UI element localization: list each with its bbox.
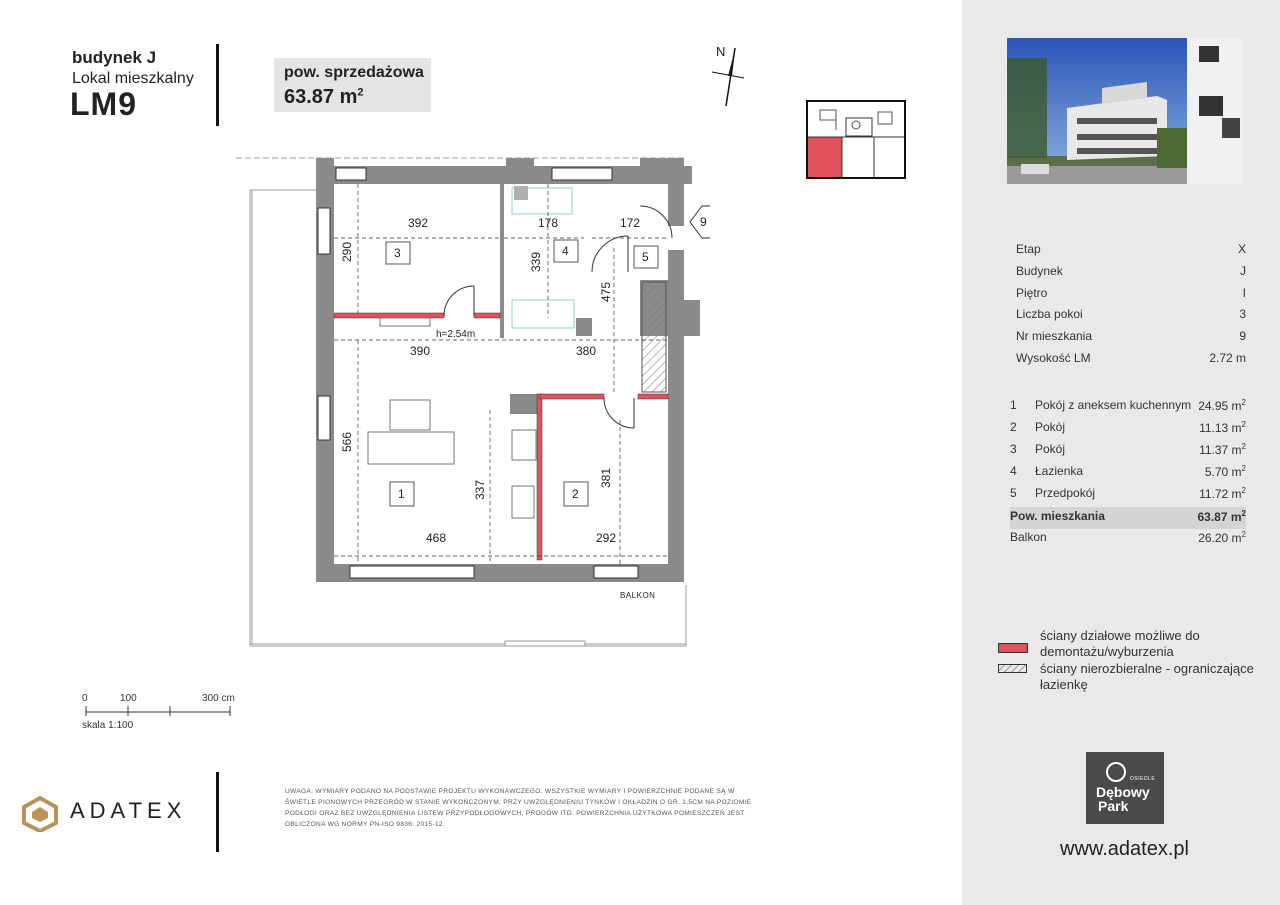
estate-small-label: OSIEDLE bbox=[1130, 776, 1156, 782]
room-number-3: 3 bbox=[394, 246, 401, 260]
unit-code: LM9 bbox=[70, 86, 137, 122]
north-arrow-icon bbox=[700, 40, 750, 110]
sales-area-value: 63.87 $m^2$ bbox=[284, 86, 364, 108]
building-photo bbox=[1007, 38, 1242, 184]
scale-label: skala 1:100 bbox=[82, 720, 134, 731]
building-label: budynek J bbox=[72, 48, 157, 67]
info-row-floor: Piętro I bbox=[1016, 286, 1246, 300]
sales-area-label: pow. sprzedażowa bbox=[284, 64, 424, 81]
info-row-building: Budynek J bbox=[1016, 264, 1246, 278]
room-number-2: 2 bbox=[572, 487, 579, 501]
scale-tick-300: 300 cm bbox=[202, 693, 235, 704]
dim-292: 292 bbox=[596, 531, 617, 545]
removable-walls bbox=[334, 313, 668, 560]
key-plan-thumbnail bbox=[806, 100, 906, 180]
furniture bbox=[368, 186, 574, 518]
room-row: 2 Pokój 11.13 $m^2$ bbox=[1010, 420, 1246, 435]
legend-fixed-swatch bbox=[998, 664, 1028, 674]
dimension-labels bbox=[340, 216, 655, 600]
sales-area-box bbox=[274, 58, 431, 112]
oak-tree-icon bbox=[1106, 762, 1126, 782]
debowy-park-logo-icon bbox=[1086, 752, 1164, 824]
adatex-logo-icon bbox=[20, 796, 60, 832]
dim-337: 337 bbox=[473, 479, 487, 500]
dim-566: 566 bbox=[340, 431, 354, 452]
estate-name-line2: Park bbox=[1098, 798, 1129, 814]
dim-178: 178 bbox=[538, 216, 559, 230]
dim-392: 392 bbox=[408, 216, 429, 230]
dim-381: 381 bbox=[599, 467, 613, 488]
balcony-label: BALKON bbox=[620, 591, 656, 600]
adatex-brand-name: ADATEX bbox=[70, 798, 187, 823]
website-link[interactable]: www.adatex.pl bbox=[1060, 838, 1189, 860]
room-number-5: 5 bbox=[642, 250, 649, 264]
legend-removable-text: ściany działowe możliwe do demontażu/wyburzenia bbox=[1040, 628, 1200, 659]
dim-475: 475 bbox=[599, 281, 613, 302]
dim-290: 290 bbox=[340, 241, 354, 262]
header-divider bbox=[216, 44, 219, 126]
disclaimer-note: UWAGA: WYMIARY PODANO NA PODSTAWIE PROJEKTU WYKONAWCZEGO. WSZYSTKIE WYMIARY I POWIERZCHNIE PODANE SĄ W ŚWIETLE PIONOWYCH PRZEGRÓD W STANIE WYKOŃCZONYM, PRZY UWZGLĘDNIENIU TYNKÓW I OKŁADZIN O GR. 1,5CM NA POZIOMIE PODŁOGI ORAZ BEZ UWZGLĘDNIENIA LISTEW PRZYPODŁOGOWYCH, PROGÓW ITD. POWIERZCHNIA UŻYTKOWA POMIESZCZEŃ JEST OBLICZONA WG NORMY PN-ISO 9836: 2015-12. bbox=[285, 788, 752, 828]
room-row: 5 Przedpokój 11.72 $m^2$ bbox=[1010, 486, 1246, 501]
footer-divider bbox=[216, 772, 219, 852]
flat-area-row: Pow. mieszkania 63.87 $m^2$ bbox=[1010, 507, 1246, 529]
dim-380: 380 bbox=[576, 344, 597, 358]
legend-fixed-text: ściany nierozbieralne - ograniczające łazienkę bbox=[1040, 661, 1254, 692]
exterior-wall-stub bbox=[684, 300, 700, 336]
scale-tick-100: 100 bbox=[120, 693, 137, 704]
room-numbers bbox=[386, 240, 658, 506]
entry-number: 9 bbox=[700, 215, 707, 229]
height-note: h=2.54m bbox=[436, 329, 476, 340]
north-label: N bbox=[716, 44, 726, 59]
dim-468: 468 bbox=[426, 531, 447, 545]
dim-172: 172 bbox=[620, 216, 641, 230]
dim-339: 339 bbox=[529, 251, 543, 272]
room-number-4: 4 bbox=[562, 244, 569, 258]
floor-plan bbox=[230, 150, 710, 655]
balcony-area-row: Balkon 26.20 $m^2$ bbox=[1010, 530, 1246, 545]
info-row-room-count: Liczba pokoi 3 bbox=[1016, 307, 1246, 321]
unit-type-label: Lokal mieszkalny bbox=[72, 70, 194, 87]
windows bbox=[318, 168, 641, 578]
dim-390: 390 bbox=[410, 344, 431, 358]
room-row: 1 Pokój z aneksem kuchennym 24.95 $m^2$ bbox=[1010, 398, 1246, 413]
entry-arrow-icon bbox=[690, 206, 710, 238]
estate-name-line1: Dębowy bbox=[1096, 784, 1150, 800]
scale-tick-0: 0 bbox=[82, 693, 88, 704]
info-row-flat-number: Nr mieszkania 9 bbox=[1016, 329, 1246, 343]
scale-bar bbox=[80, 704, 240, 718]
room-row: 4 Łazienka 5.70 $m^2$ bbox=[1010, 464, 1246, 479]
room-number-1: 1 bbox=[398, 487, 405, 501]
legend-removable-swatch bbox=[998, 643, 1028, 653]
installation-shaft bbox=[642, 282, 666, 392]
room-row: 3 Pokój 11.37 $m^2$ bbox=[1010, 442, 1246, 457]
info-row-height: Wysokość LM 2.72 m bbox=[1016, 351, 1246, 365]
info-row-stage: Etap X bbox=[1016, 242, 1246, 256]
